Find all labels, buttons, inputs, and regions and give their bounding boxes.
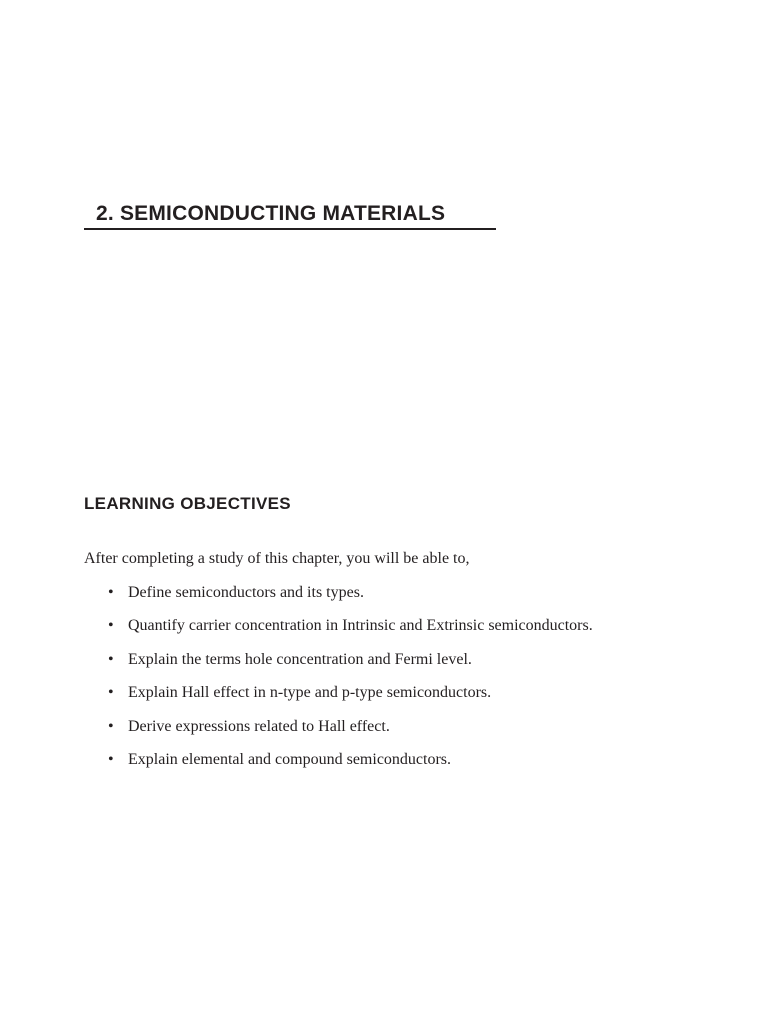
list-item	[108, 582, 593, 615]
list-item	[108, 749, 593, 782]
list-item	[108, 716, 593, 749]
bullet-icon: •	[108, 617, 114, 635]
list-item	[108, 615, 593, 648]
bullet-icon: •	[108, 584, 114, 601]
chapter-title	[84, 200, 496, 230]
list-item-text: Derive expressions related to Hall effect.	[128, 717, 390, 735]
chapter-title-text: 2. SEMICONDUCTING MATERIALS	[96, 202, 446, 225]
objectives-intro: After completing a study of this chapter, you will be able to,	[84, 550, 470, 567]
bullet-icon: •	[108, 684, 114, 702]
bullet-icon: •	[108, 717, 114, 735]
list-item-text: Quantify carrier concentration in Intrinsic and Extrinsic semiconductors.	[128, 617, 593, 635]
list-item-text: Explain the terms hole concentration and Fermi level.	[128, 650, 472, 668]
list-item	[108, 682, 593, 715]
list-item-text: Explain Hall effect in n-type and p-type semiconductors.	[128, 684, 492, 702]
list-item	[108, 649, 593, 682]
list-item-text: Define semiconductors and its types.	[128, 584, 364, 601]
list-item-text: Explain elemental and compound semiconductors.	[128, 750, 452, 768]
learning-objectives-heading: LEARNING OBJECTIVES	[84, 494, 291, 513]
bullet-icon: •	[108, 650, 114, 668]
bullet-icon: •	[108, 750, 114, 768]
objectives-list	[108, 582, 593, 782]
